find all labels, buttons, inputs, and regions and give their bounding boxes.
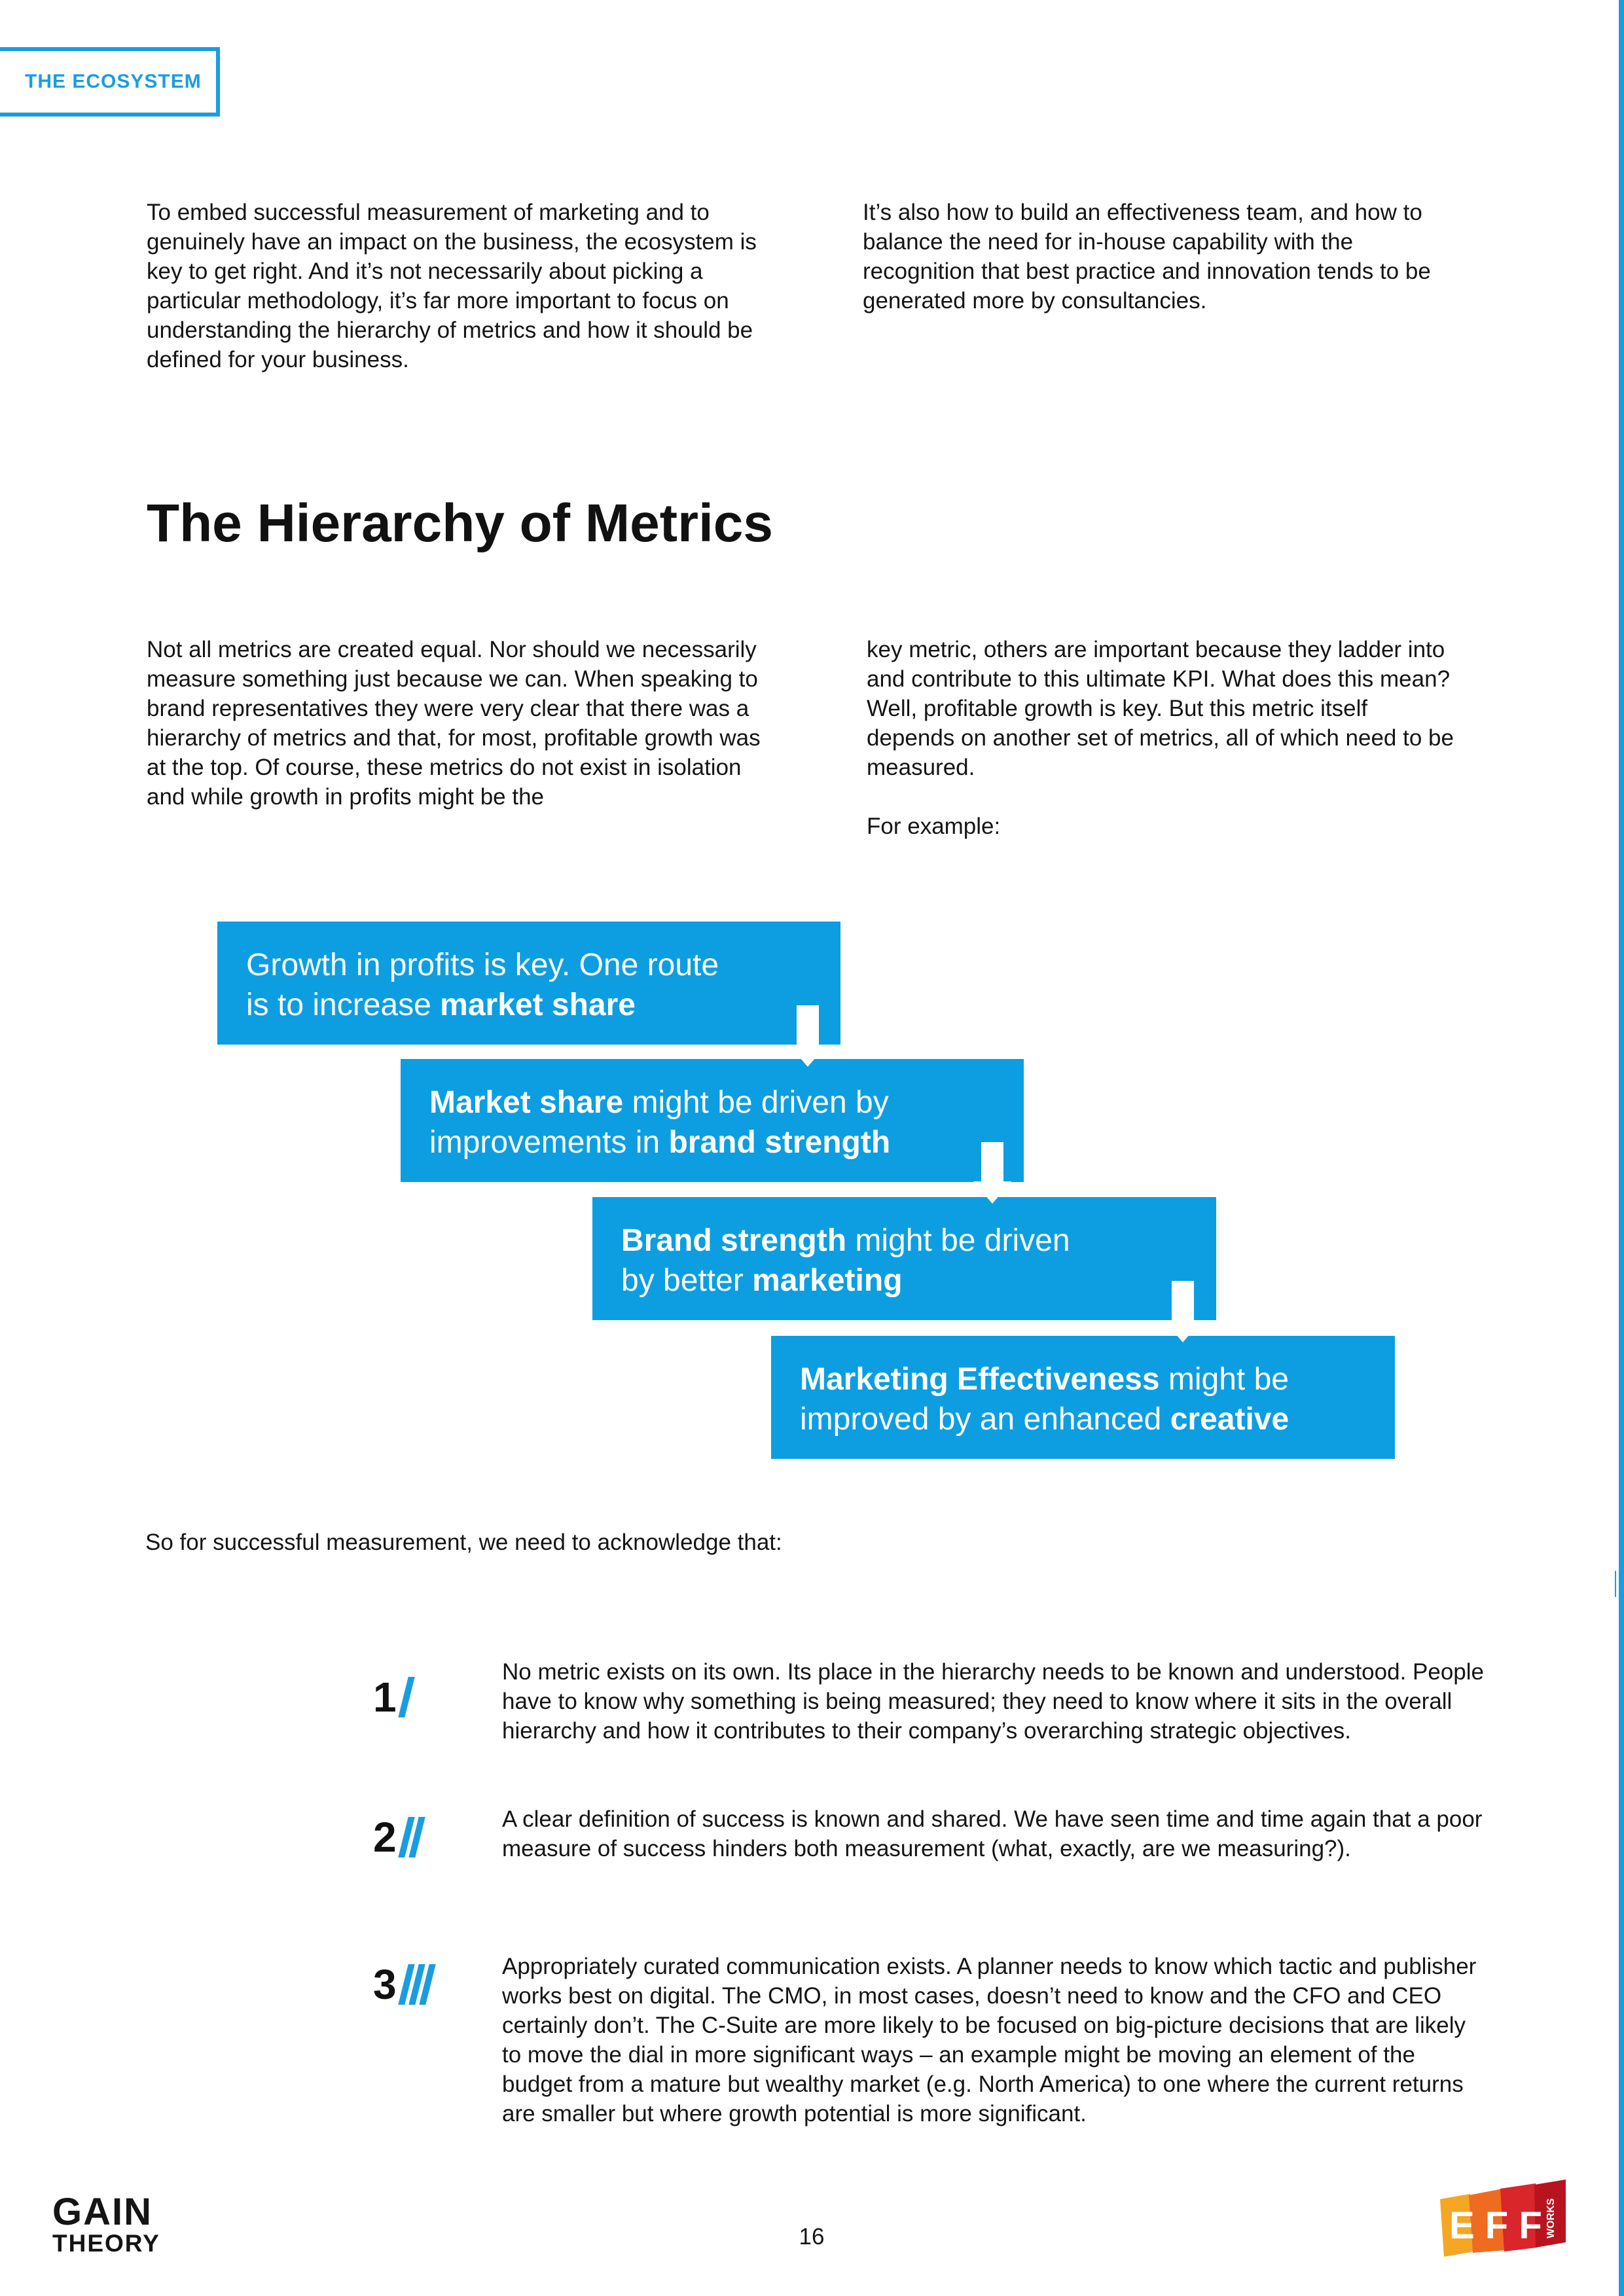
logo-theory-text: THEORY	[52, 2230, 160, 2257]
list-item-text: A clear definition of success is known and shared. We have seen time and time again that a poor measure of success hinders both measurement (what, exactly, are we measuring?).	[502, 1806, 1483, 1861]
step-line	[429, 1122, 1024, 1162]
step-text: might be driven	[846, 1223, 1070, 1258]
eff-letter-e: E F F	[1449, 2204, 1542, 2247]
step-keyword: creative	[1170, 1402, 1290, 1437]
list-item-number	[373, 1674, 410, 1720]
logo-gain-text: GAIN	[52, 2191, 153, 2233]
down-arrow-icon	[789, 1005, 827, 1067]
down-arrow-icon	[973, 1142, 1011, 1204]
step-text: might be	[1159, 1362, 1289, 1397]
step-text: improved by an enhanced	[800, 1402, 1170, 1437]
acknowledge-text: So for successful measurement, we need to acknowledge that:	[145, 1530, 782, 1555]
step-line	[621, 1221, 1216, 1261]
step-line	[800, 1359, 1395, 1399]
eff-works-text: WORKS	[1545, 2198, 1557, 2238]
slash-marker-icon	[403, 1964, 431, 2005]
down-arrow-icon	[1164, 1281, 1202, 1342]
page-edge-rule	[1619, 0, 1624, 2296]
section-tag: THE ECOSYSTEM	[0, 47, 220, 117]
step-line	[800, 1399, 1395, 1439]
for-example-text: For example:	[867, 814, 1001, 839]
step-text: is to increase	[246, 988, 441, 1022]
page-number: 16	[799, 2224, 825, 2250]
step-keyword: market share	[440, 988, 636, 1022]
step-keyword: Marketing Effectiveness	[800, 1362, 1160, 1397]
slash-marker-icon	[403, 1817, 420, 1857]
slash-marker-icon	[403, 1677, 410, 1717]
step-line	[621, 1261, 1216, 1300]
item-number: 1	[373, 1674, 397, 1721]
hierarchy-right-paragraph: key metric, others are important because they ladder into and contribute to this ultimate KPI. What does this mean? Well, profitable growth is key. But this metric itself depends on another set of metrics, all of which need to be measured.	[867, 637, 1454, 780]
step-keyword: marketing	[752, 1263, 903, 1298]
hierarchy-step-market-share	[401, 1059, 1024, 1182]
list-item-text: No metric exists on its own. Its place in the hierarchy needs to be known and understood. People have to know why something is being measured; they need to know where it sits in the overall hierarchy and how it contributes to their company’s overarching strategic objectives.	[502, 1659, 1485, 1744]
hierarchy-left-paragraph: Not all metrics are created equal. Nor should we necessarily measure something just because we can. When speaking to brand representatives they were very clear that there was a hierarchy of metrics and that, for most, profitable growth was at the top. Of course, these metrics do not exist in isolation and while growth in profits might be the	[147, 637, 761, 810]
hierarchy-step-marketing-effectiveness	[771, 1336, 1395, 1459]
step-keyword: brand strength	[668, 1125, 891, 1160]
page-edge-marker	[1615, 1571, 1624, 1597]
step-keyword: Market share	[429, 1085, 624, 1120]
step-line	[246, 945, 840, 985]
gain-theory-logo	[52, 2191, 183, 2257]
intro-right-paragraph: It’s also how to build an effectiveness team, and how to balance the need for in-house capability with the recognition that best practice and innovation tends to be generated more by consultancies.	[863, 200, 1431, 314]
intro-left-paragraph: To embed successful measurement of marketing and to genuinely have an impact on the business, the ecosystem is key to get right. And it’s not necessarily about picking a particular methodology, it’s far more important to focus on understanding the hierarchy of metrics and how it should be defined for your business.	[147, 200, 757, 372]
list-item-number	[373, 1962, 431, 2007]
step-text: by better	[621, 1263, 753, 1298]
step-text: might be driven by	[623, 1085, 889, 1120]
step-line	[246, 985, 840, 1025]
hierarchy-step-profit	[217, 922, 840, 1045]
eff-works-logo	[1437, 2179, 1568, 2258]
list-item-text: Appropriately curated communication exists. A planner needs to know which tactic and publisher works best on digital. The CMO, in most cases, doesn’t need to know and the CFO and CEO certainly don’t. The C-Suite are more likely to be focused on big-picture decisions that are likely to move the dial in more significant ways – an example might be moving an element of the budget from a mature but wealthy market (e.g. North America) to one where the current returns are smaller but where growth potential is more significant.	[502, 1954, 1477, 2126]
item-number: 2	[373, 1814, 397, 1861]
hierarchy-step-brand-strength	[592, 1197, 1216, 1320]
item-number: 3	[373, 1961, 397, 2008]
step-text: Growth in profits is key. One route	[246, 948, 719, 982]
step-text: improvements in	[429, 1125, 669, 1160]
step-line	[429, 1083, 1024, 1122]
page-title: The Hierarchy of Metrics	[147, 493, 773, 553]
step-keyword: Brand strength	[621, 1223, 847, 1258]
list-item-number	[373, 1814, 420, 1860]
